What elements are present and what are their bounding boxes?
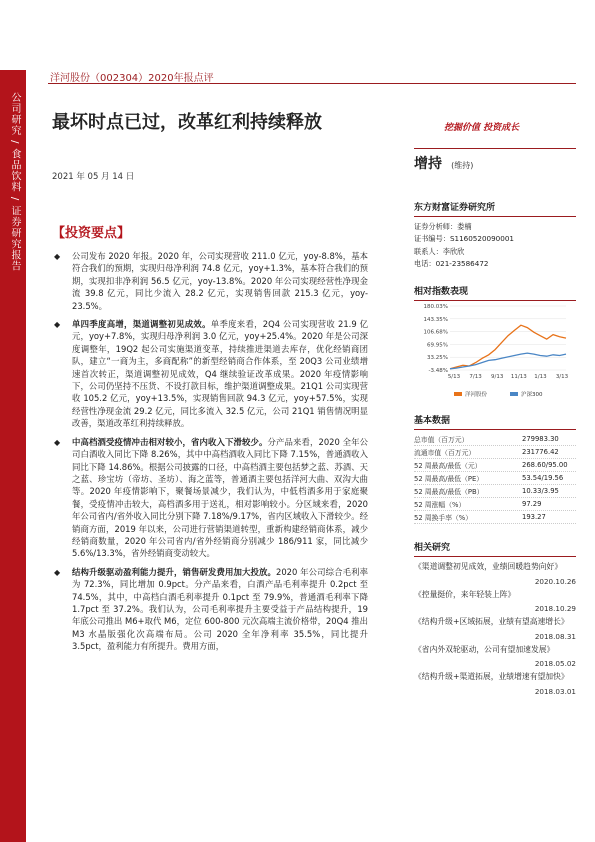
point-text: 单季度来看，2Q4 公司实现营收 21.9 亿元，yoy+7.8%，实现归母净利润 3.0 亿元，yoy+25.4%。2020 年是公司深度调整年，19Q2 起公司实施渠道变革，持续推进渠道去库存，优化经销商团队，建立“一商为主，多商配称”的新型经销商合作体系，至 20Q3 公司业绩增速首次转正，渠道调整初见成效，Q4 继续验证改革成果。2020 年疫情影响下，公司仍坚持不压货、不设打款目标，维护渠道调整成果。21Q1 公司实现营收 105.2 亿元，yoy+13.5%，实现销售回款 94.3 亿元，yoy+57.5%，实现经营性净现金流 29.2 亿元，同比多流入 32.5 亿元，公司 21Q1 销售情况明显改善，渠道改革红利持续释放。: [72, 319, 368, 429]
x-tick-label: 11/13: [510, 374, 527, 380]
relative-index-chart-svg: [414, 298, 576, 408]
basic-data-value: 97.29: [522, 500, 542, 508]
basic-data-key: 流通市值（百万元）: [414, 449, 476, 457]
related-research-date: 2020.10.26: [534, 576, 576, 586]
basic-data-key: 52 周换手率（%）: [414, 514, 473, 522]
institute-name: 东方财富证券研究所: [414, 200, 576, 217]
phone-line: 电话：021-23586472: [414, 258, 489, 268]
side-category-text: 公司研究 / 食品饮料 / 证券研究报告: [9, 92, 20, 272]
legend-label: 沪深300: [521, 392, 543, 398]
relative-index-chart: [414, 298, 576, 408]
y-tick-label: -3.48%: [428, 368, 448, 374]
list-item: [52, 436, 368, 560]
diamond-bullet-icon: ◆: [54, 437, 61, 447]
x-tick-label: 5/13: [447, 374, 461, 380]
point-lead: 单四季度高增，渠道调整初见成效。: [72, 319, 211, 330]
chart-section-title: 相对指数表现: [414, 284, 576, 301]
basic-data-row: [414, 446, 576, 459]
basic-data-value: 279983.30: [522, 435, 559, 443]
y-tick-label: 180.03%: [423, 304, 448, 310]
related-research-list: [414, 561, 576, 696]
basic-data-key: 总市值（百万元）: [414, 436, 469, 444]
phone-number: 021-23586472: [435, 258, 489, 268]
rating-label: 增持: [414, 156, 442, 172]
basic-data-value: 53.54/19.56: [522, 474, 564, 482]
point-text: 分产品来看，2020 全年公司白酒收入同比下降 8.26%，其中中高档酒收入同比下降 7.15%，普通酒收入同比下降 14.86%。根据公司披露的口径，中高档酒主要包括梦之蓝、苏酒、天之蓝、珍宝坊（帝坊、圣坊）、海之蓝等，普通酒主要包括洋河大曲、双沟大曲等。2020 年疫情影响下，聚餐场景减少，我们认为，中低档酒多用于家庭聚餐，受疫情冲击较大，高档酒多用于送礼，相对影响较小。分区域来看，2020 年公司省内/省外收入同比分别下降 7.18%/9.17%，省内区域收入下滑较少。经销商方面，2019 年以来，公司进行营销渠道转型，重新构建经销商体系，减少经销商数量，2020 年公司省内/省外经销商分别减少 186/911 家，同比减少 5.6%/13.3%，省外经销商变动较大。: [72, 436, 369, 559]
related-research-date: 2018.05.02: [534, 659, 576, 668]
y-tick-label: 33.25%: [427, 355, 448, 362]
basic-data-row: [414, 511, 576, 524]
point-lead: 结构升级驱动盈利能力提升，销售研发费用加大投放。: [72, 566, 277, 577]
related-research-item[interactable]: [414, 589, 576, 614]
basic-data-table: [414, 433, 576, 524]
related-research-title-text: 《结构升级+区域拓展，业绩有望高速增长》: [414, 617, 569, 626]
related-research-title: 相关研究: [414, 540, 576, 557]
related-research-block: [414, 540, 576, 699]
x-tick-label: 3/13: [555, 374, 569, 380]
legend-swatch: [510, 392, 518, 396]
point-text: 2020 年公司综合毛利率为 72.3%，同比增加 0.9pct。分产品来看，白酒产品毛利率提升 0.2pct 至 74.5%，其中，中高档白酒毛利率提升 0.1pct 至 79.9%，普通酒毛利率下降 1.7pct 至 37.2%。我们认为，公司毛利率提升主要受益于产品结构提升，19 年底公司推出 M6+取代 M6，定位 600-800 元次高端主流价格带，20Q4 推出 M3 水晶版强化次高端布局。公司 2020 全年净利率 35.5%，同比提升 3.5pct，盈利能力有所提升。费用方面，: [72, 566, 368, 652]
analyst-name: 娄楠: [457, 222, 472, 231]
point-text: 公司发布 2020 年报。2020 年，公司实现营收 211.0 亿元，yoy-8.8%，基本符合我们的预期，实现归母净利润 74.8 亿元，yoy+1.3%，基本符合我们的预期，实现扣非净利润 56.5 亿元，yoy-13.8%。2020 年公司实现经营性净现金流 39.8 亿元，同比少流入 28.2 亿元，实现销售回款 215.3 亿元，yoy-23.5%。: [72, 251, 368, 311]
basic-data-row: [414, 498, 576, 511]
key-points-list: [52, 250, 368, 659]
diamond-bullet-icon: ◆: [54, 320, 61, 330]
y-tick-label: 69.95%: [427, 342, 448, 349]
x-tick-label: 7/13: [469, 374, 482, 380]
rating-sub: (维持): [451, 161, 474, 170]
basic-data-row: [414, 459, 576, 472]
related-research-item[interactable]: [414, 616, 576, 641]
basic-data-block: [414, 413, 576, 524]
related-research-item[interactable]: [414, 644, 576, 669]
list-item: [52, 250, 368, 312]
related-research-title-text: 《渠道调整初见成效，业绩回暖趋势向好》: [414, 562, 563, 571]
y-tick-label: 106.68%: [423, 329, 448, 336]
related-research-date: 2018.08.31: [534, 631, 576, 641]
basic-data-value: 193.27: [522, 513, 546, 521]
header-divider: [48, 83, 576, 84]
report-date: 2021 年 05 月 14 日: [52, 172, 135, 182]
basic-data-value: 231776.42: [522, 448, 559, 456]
x-tick-label: 1/13: [534, 374, 547, 380]
contact-line: 联系人：李欣欣: [414, 246, 465, 256]
basic-data-row: [414, 433, 576, 446]
rating-block: [414, 148, 576, 173]
related-research-title-text: 《省内外双轮驱动，公司有望加速发展》: [414, 644, 555, 654]
page-title: 最坏时点已过，改革红利持续释放: [52, 112, 322, 133]
basic-data-value: 268.60/95.00: [522, 461, 568, 469]
cert-line: 证书编号：S1160520090001: [414, 234, 514, 244]
diamond-bullet-icon: ◆: [54, 567, 61, 577]
related-research-title-text: 《控量挺价，来年轻装上阵》: [414, 589, 516, 599]
basic-data-title: 基本数据: [414, 413, 576, 430]
legend-swatch: [454, 392, 462, 396]
section-heading-key-points: 【投资要点】: [52, 226, 131, 241]
contact-name: 李欣欣: [442, 246, 465, 256]
basic-data-row: [414, 485, 576, 498]
basic-data-key: 52 周最高/最低（PB）: [414, 488, 484, 496]
x-tick-label: 9/13: [491, 374, 504, 380]
basic-data-key: 52 周最高/最低（PE）: [414, 475, 484, 483]
related-research-item[interactable]: [414, 671, 576, 696]
institute-block: [414, 200, 576, 270]
related-research-date: 2018.10.29: [534, 604, 576, 613]
list-item: [52, 566, 368, 653]
point-lead: 中高档酒受疫情冲击相对较小，省内收入下滑较少。: [72, 436, 268, 447]
cert-number: S1160520090001: [449, 234, 514, 244]
basic-data-value: 10.33/3.95: [522, 487, 559, 495]
related-research-date: 2018.03.01: [534, 686, 576, 696]
basic-data-key: 52 周最高/最低（元）: [414, 462, 482, 470]
basic-data-key: 52 周涨幅（%）: [414, 501, 466, 509]
slogan: 挖掘价值 投资成长: [444, 123, 520, 133]
diamond-bullet-icon: ◆: [54, 252, 61, 261]
report-tag: 洋河股份（002304）2020年报点评: [50, 73, 214, 84]
legend-label: 洋河股份: [465, 392, 488, 398]
y-tick-label: 143.35%: [423, 316, 448, 323]
related-research-title-text: 《结构升级+渠道拓展，业绩增速有望加快》: [414, 672, 569, 681]
basic-data-row: [414, 472, 576, 485]
analyst-line: 证券分析师：娄楠: [414, 222, 472, 231]
related-research-item[interactable]: [414, 561, 576, 586]
series-line: [450, 353, 566, 369]
list-item: [52, 318, 368, 430]
